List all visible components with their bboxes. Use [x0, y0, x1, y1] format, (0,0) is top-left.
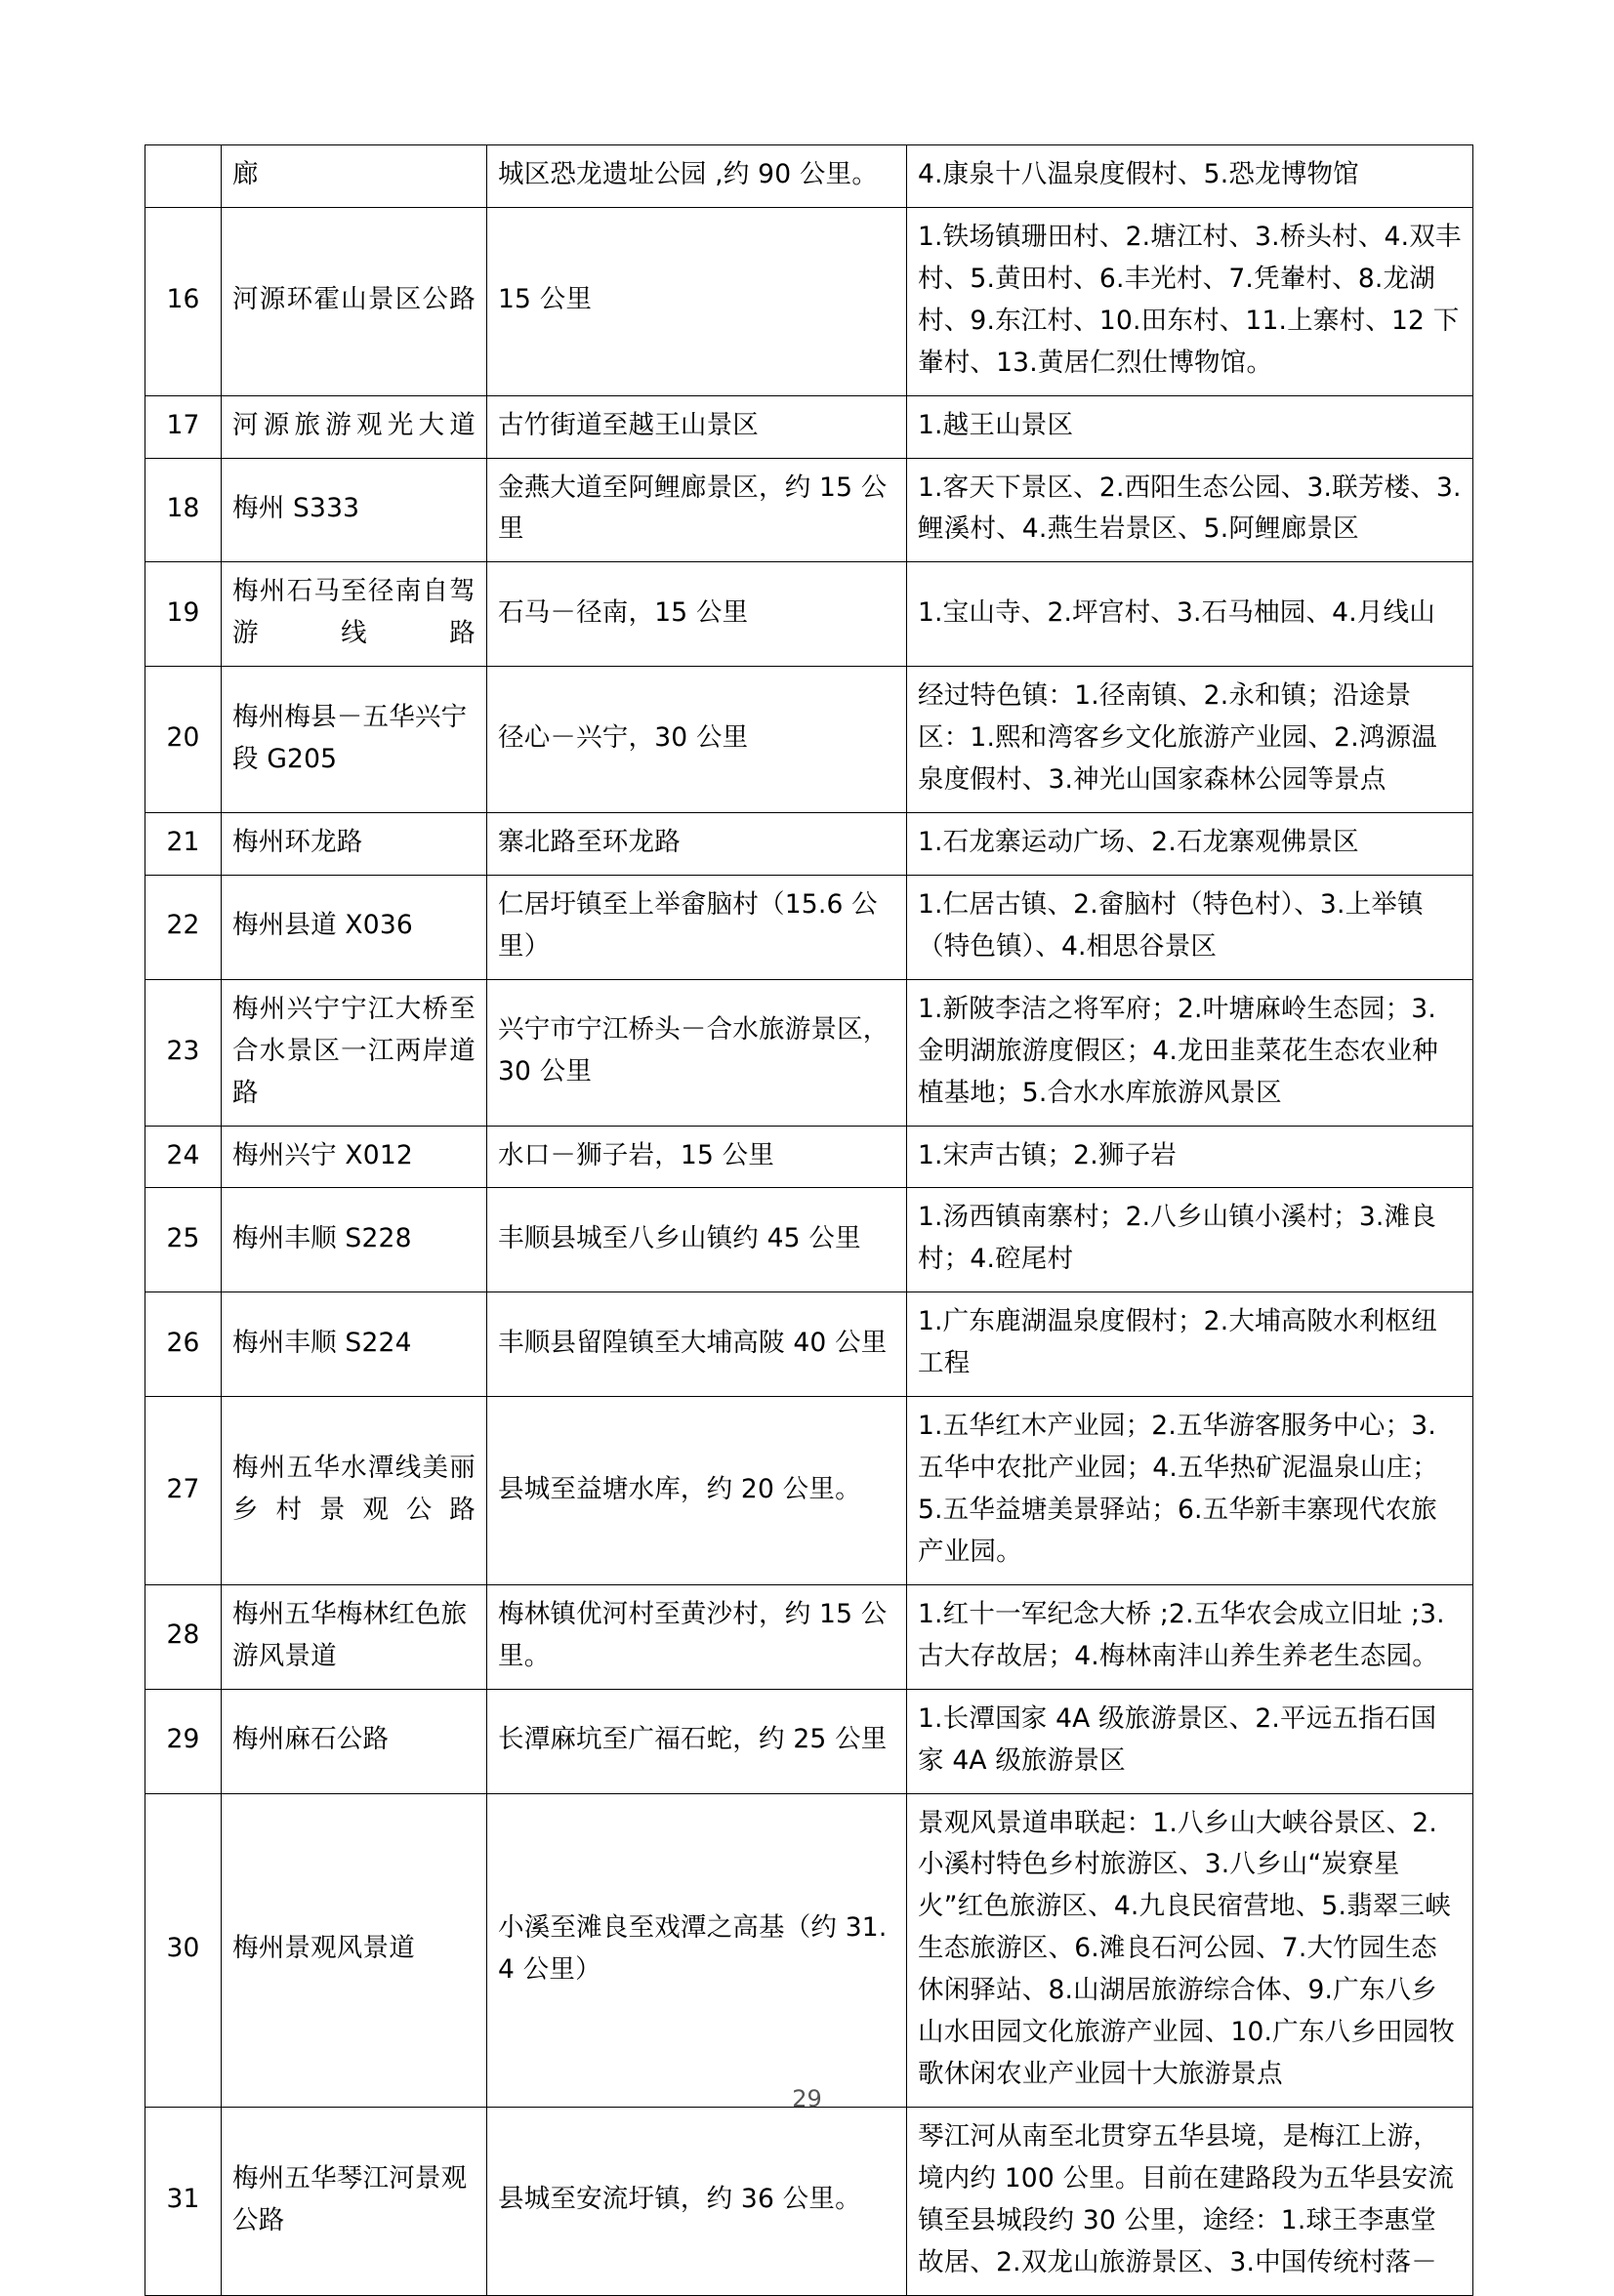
table-row: [145, 1793, 1473, 2107]
route-desc-cell: 梅林镇优河村至黄沙村，约 15 公里。: [487, 1584, 907, 1689]
row-index-cell: [145, 145, 222, 208]
row-index-cell: 20: [145, 667, 222, 813]
table-row: [145, 812, 1473, 875]
route-name-cell: 梅州兴宁宁江大桥至合水景区一江两岸道路: [222, 979, 487, 1126]
route-spots-cell: 琴江河从南至北贯穿五华县境，是梅江上游，境内约 100 公里。目前在建路段为五华县安流镇至县城段约 30 公里，途经：1.球王李惠堂故居、2.双龙山旅游景区、3.中国传统村落－: [907, 2107, 1473, 2295]
route-name-cell: 河源旅游观光大道: [222, 395, 487, 458]
table-row: [145, 2107, 1473, 2295]
table-row: [145, 145, 1473, 208]
route-desc-cell: 县城至益塘水库，约 20 公里。: [487, 1397, 907, 1585]
route-spots-cell: 景观风景道串联起：1.八乡山大峡谷景区、2.小溪村特色乡村旅游区、3.八乡山“炭寮星火”红色旅游区、4.九良民宿营地、5.翡翠三峡生态旅游区、6.滩良石河公园、7.大竹园生态休闲驿站、8.山湖居旅游综合体、9.广东八乡山水田园文化旅游产业园、10.广东八乡田园牧歌休闲农业产业园十大旅游景点: [907, 1793, 1473, 2107]
route-spots-cell: 经过特色镇：1.径南镇、2.永和镇；沿途景区：1.熙和湾客乡文化旅游产业园、2.鸿源温泉度假村、3.神光山国家森林公园等景点: [907, 667, 1473, 813]
route-desc-cell: 15 公里: [487, 207, 907, 395]
route-desc-cell: 兴宁市宁江桥头－合水旅游景区，30 公里: [487, 979, 907, 1126]
route-desc-cell: 水口－狮子岩，15 公里: [487, 1126, 907, 1188]
route-spots-cell: 1.宋声古镇；2.狮子岩: [907, 1126, 1473, 1188]
routes-table: [145, 144, 1473, 2296]
route-name-cell: 梅州麻石公路: [222, 1689, 487, 1793]
route-desc-cell: 小溪至滩良至戏潭之高基（约 31.4 公里）: [487, 1793, 907, 2107]
route-spots-cell: 1.广东鹿湖温泉度假村；2.大埔高陂水利枢纽工程: [907, 1292, 1473, 1397]
route-spots-cell: 1.石龙寨运动广场、2.石龙寨观佛景区: [907, 812, 1473, 875]
route-desc-cell: 金燕大道至阿鲤廊景区，约 15 公里: [487, 458, 907, 562]
row-index-cell: 28: [145, 1584, 222, 1689]
row-index-cell: 27: [145, 1397, 222, 1585]
route-name-cell: 梅州五华梅林红色旅游风景道: [222, 1584, 487, 1689]
row-index-cell: 25: [145, 1188, 222, 1292]
row-index-cell: 23: [145, 979, 222, 1126]
route-name-cell: 梅州丰顺 S224: [222, 1292, 487, 1397]
route-name-cell: 梅州石马至径南自驾游线路: [222, 562, 487, 667]
row-index-cell: 18: [145, 458, 222, 562]
table-row: [145, 1584, 1473, 1689]
row-index-cell: 26: [145, 1292, 222, 1397]
route-name-cell: 梅州景观风景道: [222, 1793, 487, 2107]
route-name-cell: 梅州丰顺 S228: [222, 1188, 487, 1292]
table-row: [145, 458, 1473, 562]
route-spots-cell: 4.康泉十八温泉度假村、5.恐龙博物馆: [907, 145, 1473, 208]
route-name-cell: 梅州县道 X036: [222, 875, 487, 979]
route-spots-cell: 1.宝山寺、2.坪宫村、3.石马柚园、4.月线山: [907, 562, 1473, 667]
table-row: [145, 395, 1473, 458]
route-desc-cell: 城区恐龙遗址公园 ,约 90 公里。: [487, 145, 907, 208]
row-index-cell: 24: [145, 1126, 222, 1188]
routes-table-body: [145, 145, 1473, 2296]
route-spots-cell: 1.汤西镇南寨村；2.八乡山镇小溪村；3.滩良村；4.硿尾村: [907, 1188, 1473, 1292]
row-index-cell: 17: [145, 395, 222, 458]
route-spots-cell: 1.铁场镇珊田村、2.塘江村、3.桥头村、4.双丰村、5.黄田村、6.丰光村、7.凭輋村、8.龙湖村、9.东江村、10.田东村、11.上寨村、12 下輋村、13.黄居仁烈仕博物馆。: [907, 207, 1473, 395]
row-index-cell: 21: [145, 812, 222, 875]
route-spots-cell: 1.客天下景区、2.西阳生态公园、3.联芳楼、3.鲤溪村、4.燕生岩景区、5.阿鲤廊景区: [907, 458, 1473, 562]
table-row: [145, 875, 1473, 979]
route-name-cell: 梅州 S333: [222, 458, 487, 562]
routes-table-container: [145, 144, 1472, 2296]
row-index-cell: 22: [145, 875, 222, 979]
route-name-cell: 河源环霍山景区公路: [222, 207, 487, 395]
route-desc-cell: 寨北路至环龙路: [487, 812, 907, 875]
route-name-cell: 梅州五华水潭线美丽乡村景观公路: [222, 1397, 487, 1585]
route-name-cell: 梅州环龙路: [222, 812, 487, 875]
table-row: [145, 1689, 1473, 1793]
route-name-cell: 梅州兴宁 X012: [222, 1126, 487, 1188]
table-row: [145, 1397, 1473, 1585]
table-row: [145, 1126, 1473, 1188]
table-row: [145, 1292, 1473, 1397]
page-number: 29: [792, 2085, 822, 2112]
table-row: [145, 1188, 1473, 1292]
route-spots-cell: 1.新陂李洁之将军府；2.叶塘麻岭生态园；3.金明湖旅游度假区；4.龙田韭菜花生态农业种植基地；5.合水水库旅游风景区: [907, 979, 1473, 1126]
route-spots-cell: 1.仁居古镇、2.畲脑村（特色村）、3.上举镇（特色镇）、4.相思谷景区: [907, 875, 1473, 979]
route-desc-cell: 丰顺县留隍镇至大埔高陂 40 公里: [487, 1292, 907, 1397]
route-desc-cell: 长潭麻坑至广福石蛇，约 25 公里: [487, 1689, 907, 1793]
row-index-cell: 31: [145, 2107, 222, 2295]
table-row: [145, 207, 1473, 395]
row-index-cell: 16: [145, 207, 222, 395]
table-row: [145, 979, 1473, 1126]
route-name-cell: 梅州五华琴江河景观公路: [222, 2107, 487, 2295]
route-spots-cell: 1.红十一军纪念大桥 ;2.五华农会成立旧址 ;3.古大存故居；4.梅林南沣山养生养老生态园。: [907, 1584, 1473, 1689]
table-row: [145, 667, 1473, 813]
route-name-cell: 梅州梅县－五华兴宁段 G205: [222, 667, 487, 813]
route-spots-cell: 1.越王山景区: [907, 395, 1473, 458]
row-index-cell: 29: [145, 1689, 222, 1793]
row-index-cell: 30: [145, 1793, 222, 2107]
route-desc-cell: 古竹街道至越王山景区: [487, 395, 907, 458]
route-desc-cell: 径心－兴宁，30 公里: [487, 667, 907, 813]
row-index-cell: 19: [145, 562, 222, 667]
route-desc-cell: 石马－径南，15 公里: [487, 562, 907, 667]
route-desc-cell: 丰顺县城至八乡山镇约 45 公里: [487, 1188, 907, 1292]
route-desc-cell: 仁居圩镇至上举畲脑村（15.6 公里）: [487, 875, 907, 979]
route-name-cell: 廊: [222, 145, 487, 208]
route-spots-cell: 1.长潭国家 4A 级旅游景区、2.平远五指石国家 4A 级旅游景区: [907, 1689, 1473, 1793]
route-spots-cell: 1.五华红木产业园；2.五华游客服务中心；3.五华中农批产业园；4.五华热矿泥温泉山庄；5.五华益塘美景驿站；6.五华新丰寨现代农旅产业园。: [907, 1397, 1473, 1585]
table-row: [145, 562, 1473, 667]
route-desc-cell: 县城至安流圩镇，约 36 公里。: [487, 2107, 907, 2295]
